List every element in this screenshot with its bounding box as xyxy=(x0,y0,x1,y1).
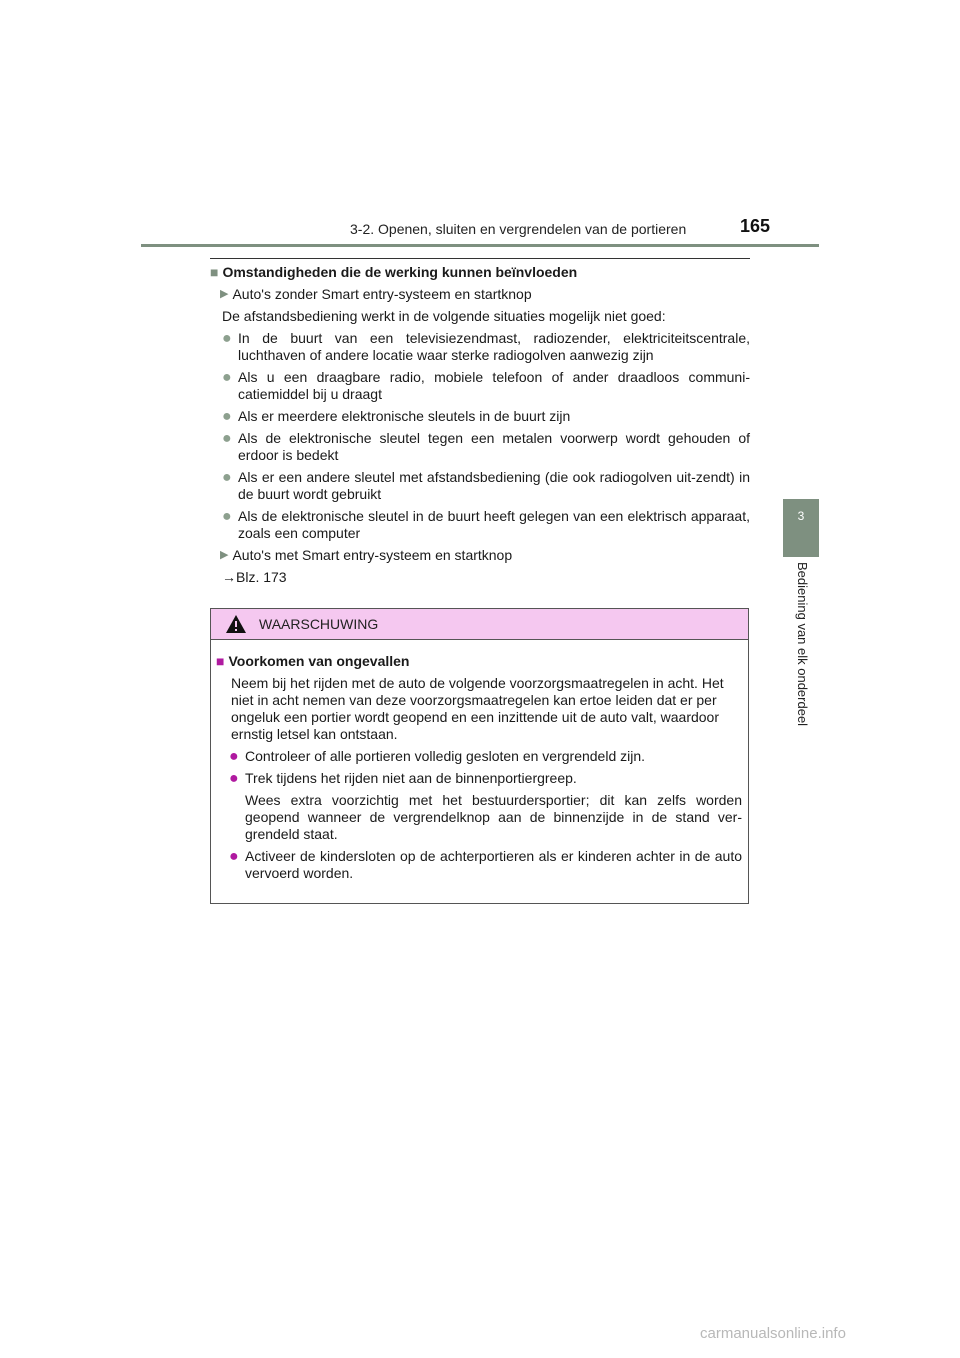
bullet-dot-icon: ● xyxy=(222,369,232,386)
warning-list-item-text: Trek tijdens het rijden niet aan de binnenportiergreep. xyxy=(245,770,577,786)
section-rule xyxy=(210,258,750,259)
warning-list-item xyxy=(229,848,742,882)
subsection-text: Auto's met Smart entry-systeem en startknop xyxy=(232,547,513,563)
chapter-tab-number: 3 xyxy=(797,509,805,523)
triangle-right-icon: ▶ xyxy=(220,288,229,300)
bullet-dot-icon: ● xyxy=(222,330,232,347)
list-item xyxy=(222,330,750,364)
square-bullet-icon: ■ xyxy=(216,653,225,669)
warning-triangle-icon xyxy=(225,614,247,634)
warning-title: WAARSCHUWING xyxy=(259,616,379,632)
arrow-right-icon: → xyxy=(222,569,236,585)
section-heading-text: Omstandigheden die de werking kunnen beïnvloeden xyxy=(222,264,578,280)
subsection-heading xyxy=(210,547,750,564)
bullet-dot-icon: ● xyxy=(222,430,232,447)
bullet-dot-icon: ● xyxy=(229,748,239,765)
bullet-dot-icon: ● xyxy=(229,848,239,865)
header-rule xyxy=(141,244,819,247)
warning-list-item xyxy=(229,748,742,765)
triangle-right-icon: ▶ xyxy=(220,549,229,561)
list-item xyxy=(222,508,750,542)
bullet-dot-icon: ● xyxy=(222,508,232,525)
intro-paragraph: De afstandsbediening werkt in de volgende situaties mogelijk niet goed: xyxy=(222,308,666,324)
list-item-text: Als de elektronische sleutel tegen een metalen voorwerp wordt gehouden of erdoor is bedekt xyxy=(238,430,750,463)
warning-list-item xyxy=(229,770,742,787)
list-item xyxy=(222,430,750,464)
warning-body xyxy=(211,640,748,882)
list-item-text: Als er meerdere elektronische sleutels in de buurt zijn xyxy=(238,408,571,424)
list-item xyxy=(222,469,750,503)
warning-list-item-text: Controleer of alle portieren volledig gesloten en vergrendeld zijn. xyxy=(245,748,646,764)
page-number: 165 xyxy=(740,216,771,236)
list-item-text: Als er een andere sleutel met afstandsbediening (die ook radiogolven uit-zendt) in de buurt wordt gebruikt xyxy=(238,469,750,502)
warning-heading xyxy=(216,653,742,670)
list-item xyxy=(222,408,750,425)
bullet-dot-icon: ● xyxy=(222,408,232,425)
list-item-text: Als u een draagbare radio, mobiele telefoon of ander draadloos communi-catiemiddel bij u draagt xyxy=(238,369,750,402)
warning-header xyxy=(211,609,748,640)
watermark: carmanualsonline.info xyxy=(700,1325,846,1342)
main-content xyxy=(210,264,750,591)
subsection-heading xyxy=(210,286,750,303)
section-heading xyxy=(210,264,750,281)
bullet-dot-icon: ● xyxy=(229,770,239,787)
bullet-dot-icon: ● xyxy=(222,469,232,486)
list-item-text: Als de elektronische sleutel in de buurt heeft gelegen van een elektrisch apparaat, zoals een computer xyxy=(238,508,750,541)
chapter-tab xyxy=(783,499,819,557)
chapter-title: 3-2. Openen, sluiten en vergrendelen van de portieren xyxy=(350,221,687,237)
chapter-tab-label: Bediening van elk onderdeel xyxy=(795,562,810,727)
warning-note: Wees extra voorzichtig met het bestuurdersportier; dit kan zelfs worden geopend wanneer de vergrendelknop aan de binnenzijde in de stand ver-grendeld staat. xyxy=(245,792,742,842)
page-reference-text: Blz. 173 xyxy=(236,569,287,585)
list-item-text: In de buurt van een televisiezendmast, radiozender, elektriciteitscentrale, luchthaven of andere locatie waar sterke radiogolven aanwezig zijn xyxy=(238,330,750,363)
warning-box xyxy=(210,608,749,904)
list-item xyxy=(222,369,750,403)
warning-intro: Neem bij het rijden met de auto de volgende voorzorgsmaatregelen in acht. Het niet in acht nemen van deze voorzorgsmaatregelen kan ertoe leiden dat er per ongeluk een portier wordt geopend en een inzittende uit de auto valt, waardoor ernstig letsel kan ontstaan. xyxy=(231,675,724,742)
page-reference[interactable] xyxy=(222,569,750,586)
warning-list-item-text: Activeer de kindersloten op de achterportieren als er kinderen achter in de auto vervoerd worden. xyxy=(245,848,742,881)
subsection-text: Auto's zonder Smart entry-systeem en startknop xyxy=(232,286,532,302)
square-bullet-icon: ■ xyxy=(210,264,219,280)
warning-heading-text: Voorkomen van ongevallen xyxy=(228,653,410,669)
